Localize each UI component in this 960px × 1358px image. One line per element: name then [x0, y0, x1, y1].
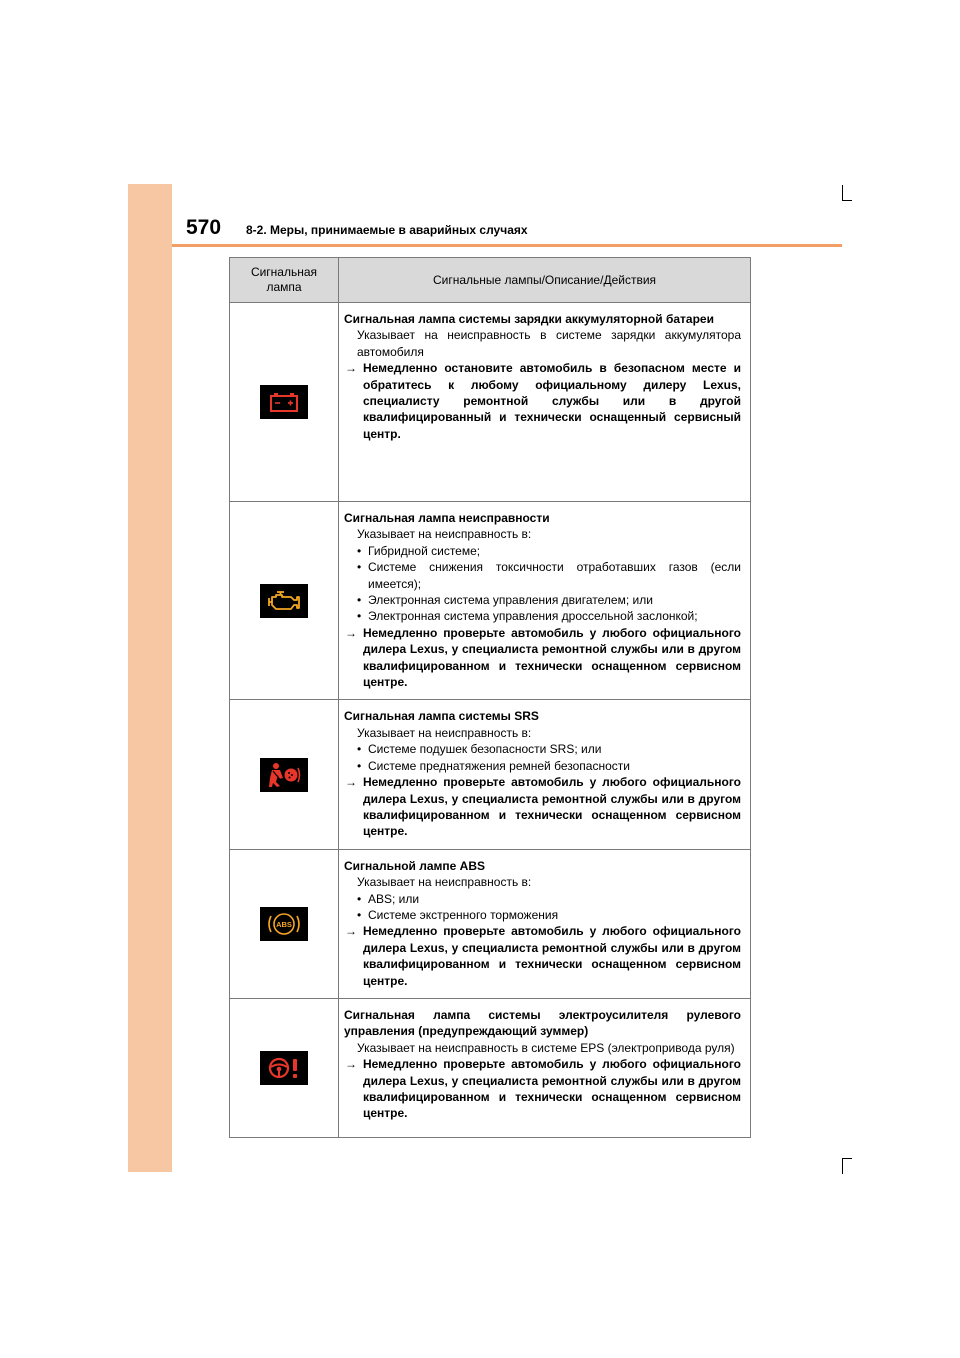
lamp-action: → Немедленно проверьте автомобиль у любого официального дилера Lexus, у специалиста ремонтной службы или в другом квалифицированном и технически оснащенном сервисном центре.: [345, 1057, 741, 1121]
table-header-row: [230, 258, 751, 303]
table-row: [230, 849, 751, 998]
warning-lamps-table: [229, 257, 751, 1138]
arrow-icon: →: [345, 775, 357, 790]
arrow-icon: →: [345, 361, 357, 376]
lamp-action: → Немедленно проверьте автомобиль у любого официального дилера Lexus, у специалиста ремонтной службы или в другом квалифицированном и технически оснащенном сервисном центре.: [345, 625, 741, 690]
list-item: • Системе снижения токсичности отработавших газов (если имеется);: [357, 560, 741, 591]
list-item: • Гибридной системе;: [357, 543, 481, 558]
description-cell: [339, 700, 751, 849]
section-title: 8-2. Меры, принимаемые в аварийных случаях: [246, 223, 528, 237]
lamp-action: → Немедленно проверьте автомобиль у любого официального дилера Lexus, у специалиста ремонтной службы или в другом квалифицированном и технически оснащенном сервисном центре.: [345, 924, 741, 988]
lamp-action: → Немедленно проверьте автомобиль у любого официального дилера Lexus, у специалиста ремонтной службы или в другом квалифицированном и технически оснащенном сервисном центре.: [345, 775, 741, 839]
lamp-title: Сигнальная лампа неисправности: [344, 511, 550, 525]
list-item: • Системе преднатяжения ремней безопасности: [357, 758, 630, 773]
arrow-icon: →: [345, 924, 357, 939]
svg-text:ABS: ABS: [276, 919, 292, 929]
eps-steering-warning-icon: [260, 1051, 308, 1085]
header-description: Сигнальные лампы/Описание/Действия: [339, 258, 751, 303]
icon-cell: [230, 998, 339, 1137]
crop-mark-top: [842, 185, 843, 201]
crop-mark-bottom-h: [842, 1158, 852, 1159]
arrow-icon: →: [345, 625, 357, 640]
lamp-title: Сигнальной лампе ABS: [344, 858, 486, 873]
description-cell: [339, 849, 751, 998]
list-item: • Электронная система управления дроссельной заслонкой;: [357, 609, 698, 624]
header-lamp: Сигнальная лампа: [230, 258, 339, 303]
lamp-title: Сигнальная лампа системы электроусилителя рулевого управления (предупреждающий зуммер): [344, 1007, 741, 1039]
table-row: [230, 700, 751, 849]
icon-cell: [230, 303, 339, 502]
chapter-side-tab: [128, 184, 172, 1172]
table-row: [230, 998, 751, 1137]
arrow-icon: →: [345, 1057, 357, 1072]
check-engine-icon: [260, 584, 308, 618]
abs-icon: [260, 907, 308, 941]
header-rule: [172, 244, 842, 247]
lamp-description: Указывает на неисправность в:: [357, 527, 532, 542]
icon-cell: [230, 502, 339, 700]
page-number: 570: [186, 216, 222, 239]
icon-cell: [230, 700, 339, 849]
lamp-description: Указывает на неисправность в:: [357, 875, 532, 890]
srs-airbag-icon: [260, 758, 308, 792]
description-cell: [339, 502, 751, 700]
battery-charge-warning-icon: [260, 385, 308, 419]
lamp-description: Указывает на неисправность в системе EPS (электропривода руля): [357, 1040, 735, 1055]
crop-mark-top-h: [842, 200, 852, 201]
list-item: • ABS; или: [357, 891, 420, 906]
lamp-title: Сигнальная лампа системы SRS: [344, 709, 539, 724]
list-item: • Электронная система управления двигателем; или: [357, 593, 653, 608]
crop-mark-bottom: [842, 1158, 843, 1174]
table-row: [230, 303, 751, 502]
lamp-description: Указывает на неисправность в:: [357, 725, 532, 740]
list-item: • Системе подушек безопасности SRS; или: [357, 742, 602, 757]
description-cell: [339, 998, 751, 1137]
lamp-title: Сигнальная лампа системы зарядки аккумуляторной батареи: [344, 312, 714, 326]
lamp-action: → Немедленно остановите автомобиль в безопасном месте и обратитесь к любому официальному дилеру Lexus, специалисту ремонтной службы или в другой квалифицированный и технически оснащенный сервисный центр.: [345, 361, 741, 441]
lamp-description: Указывает на неисправность в системе зарядки аккумулятора автомобиля: [357, 328, 741, 359]
table-row: [230, 502, 751, 700]
icon-cell: [230, 849, 339, 998]
description-cell: [339, 303, 751, 502]
list-item: • Системе экстренного торможения: [357, 907, 559, 922]
